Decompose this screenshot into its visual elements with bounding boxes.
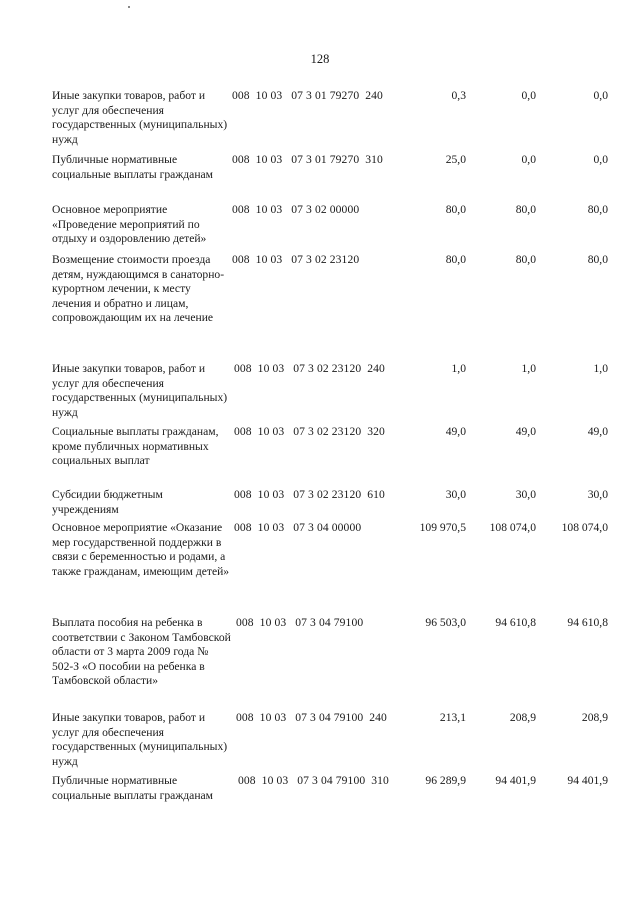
scan-speck	[128, 6, 130, 8]
row-name: Выплата пособия на ребенка в соответствии с Законом Тамбовской области от 3 марта 2009 года № 502-З «О пособии на ребенка в Тамбовской области»	[52, 616, 231, 688]
value-2: 94 610,8	[495, 616, 536, 629]
value-2: 49,0	[515, 425, 536, 438]
value-3: 108 074,0	[561, 521, 608, 534]
value-1: 96 503,0	[425, 616, 466, 629]
value-2: 94 401,9	[495, 774, 536, 787]
value-2: 208,9	[509, 711, 536, 724]
row-code: 008 10 03 07 3 02 23120	[232, 253, 360, 266]
row-name: Социальные выплаты гражданам, кроме публичных нормативных социальных выплат	[52, 425, 219, 468]
value-2: 108 074,0	[489, 521, 536, 534]
value-1: 80,0	[445, 203, 466, 216]
value-3: 94 401,9	[567, 774, 608, 787]
value-3: 0,0	[593, 89, 608, 102]
value-1: 1,0	[451, 362, 466, 375]
value-2: 1,0	[521, 362, 536, 375]
value-1: 109 970,5	[419, 521, 466, 534]
row-name: Иные закупки товаров, работ и услуг для обеспечения государственных (муниципальных) нужд	[52, 711, 228, 768]
row-code: 008 10 03 07 3 01 79270 240	[232, 89, 383, 102]
row-code: 008 10 03 07 3 02 00000	[232, 203, 360, 216]
value-2: 0,0	[521, 89, 536, 102]
value-2: 0,0	[521, 153, 536, 166]
row-name: Иные закупки товаров, работ и услуг для обеспечения государственных (муниципальных) нужд	[52, 89, 228, 146]
row-name: Субсидии бюджетным учреждениям	[52, 488, 163, 516]
row-code: 008 10 03 07 3 01 79270 310	[232, 153, 383, 166]
value-2: 30,0	[515, 488, 536, 501]
row-code: 008 10 03 07 3 04 79100	[236, 616, 364, 629]
row-code: 008 10 03 07 3 02 23120 320	[234, 425, 385, 438]
row-code: 008 10 03 07 3 02 23120 610	[234, 488, 385, 501]
value-3: 0,0	[593, 153, 608, 166]
value-3: 94 610,8	[567, 616, 608, 629]
row-code: 008 10 03 07 3 04 00000	[234, 521, 362, 534]
value-3: 1,0	[593, 362, 608, 375]
page-number: 128	[310, 52, 330, 66]
value-1: 96 289,9	[425, 774, 466, 787]
row-name: Возмещение стоимости проезда детям, нуждающимся в санаторно-курортном лечении, к месту лечения и обратно и лицам, сопровождающим их на лечение	[52, 253, 225, 325]
value-2: 80,0	[515, 253, 536, 266]
value-3: 208,9	[581, 711, 608, 724]
row-name: Основное мероприятие «Проведение мероприятий по отдыху и оздоровлению детей»	[52, 203, 207, 246]
value-1: 49,0	[445, 425, 466, 438]
value-1: 30,0	[445, 488, 466, 501]
value-3: 49,0	[587, 425, 608, 438]
value-1: 213,1	[439, 711, 466, 724]
value-3: 30,0	[587, 488, 608, 501]
value-1: 0,3	[451, 89, 466, 102]
row-code: 008 10 03 07 3 04 79100 310	[238, 774, 389, 787]
row-code: 008 10 03 07 3 02 23120 240	[234, 362, 385, 375]
value-1: 80,0	[445, 253, 466, 266]
row-name: Иные закупки товаров, работ и услуг для обеспечения государственных (муниципальных) нужд	[52, 362, 228, 419]
value-2: 80,0	[515, 203, 536, 216]
row-name: Публичные нормативные социальные выплаты гражданам	[52, 153, 214, 181]
value-3: 80,0	[587, 203, 608, 216]
row-name: Основное мероприятие «Оказание мер государственной поддержки в связи с беременностью и родами, а также гражданам, имеющим детей»	[52, 521, 230, 578]
value-3: 80,0	[587, 253, 608, 266]
row-code: 008 10 03 07 3 04 79100 240	[236, 711, 387, 724]
row-name: Публичные нормативные социальные выплаты гражданам	[52, 774, 214, 802]
value-1: 25,0	[445, 153, 466, 166]
